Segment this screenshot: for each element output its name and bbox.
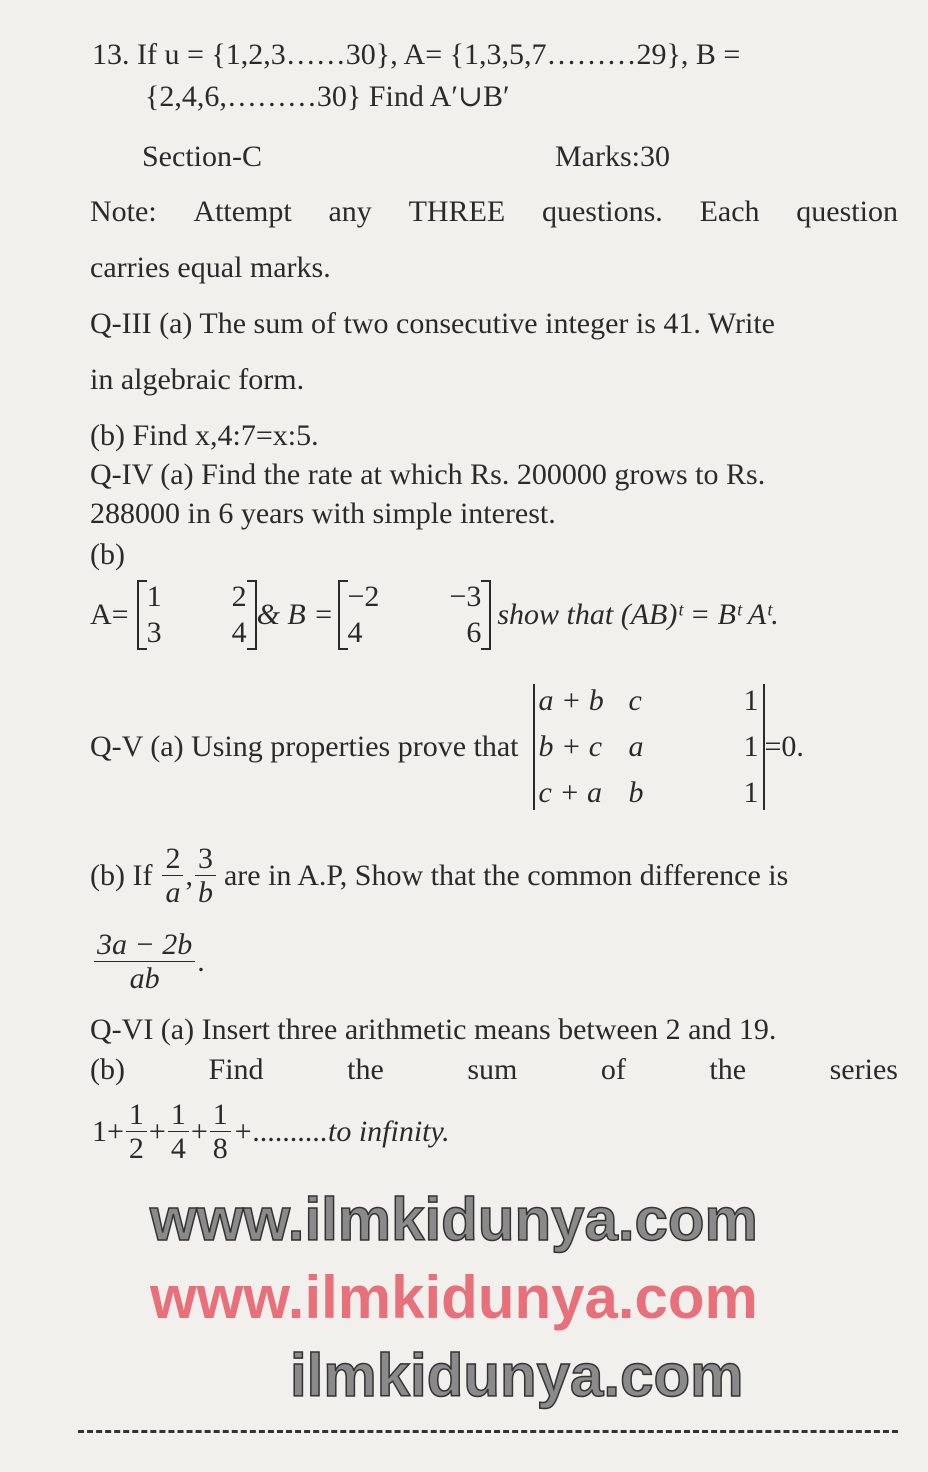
- q3a-line1: Q-III (a) The sum of two consecutive integer is 41. Write: [90, 307, 775, 340]
- word: question: [796, 195, 898, 228]
- word: Attempt: [193, 195, 292, 228]
- q5a-text: Q-V (a) Using properties prove that: [90, 730, 519, 763]
- word: questions.: [541, 195, 663, 228]
- fraction: $\frac{1}{4}$: [168, 1098, 189, 1165]
- q13-line1: 13. If u = {1,2,3……30}, A= {1,3,5,7………29}, B =: [92, 38, 741, 71]
- fraction: $\frac{1}{2}$: [126, 1098, 147, 1165]
- word: THREE: [408, 195, 506, 228]
- fraction: $\frac{1}{8}$: [210, 1098, 231, 1165]
- section-marks: Marks:30: [555, 140, 670, 173]
- q5a: [90, 684, 804, 810]
- note-line2: carries equal marks.: [90, 251, 331, 284]
- q4a-line1: Q-IV (a) Find the rate at which Rs. 200000 grows to Rs.: [90, 458, 766, 491]
- series: 1+ $\frac{1}{2}$ + $\frac{1}{4}$ + $\frac{1}{8}$ +..........to infinity.: [92, 1098, 450, 1165]
- comma: ,: [185, 858, 193, 892]
- q6b-line: (b) Find the sum of the series: [90, 1053, 898, 1086]
- note-line1: [90, 197, 898, 227]
- matrix-b-label: & B =: [256, 598, 334, 631]
- fraction: $\frac{3}{b}$: [195, 842, 216, 909]
- period: .: [197, 944, 205, 978]
- q4a-line2: 288000 in 6 years with simple interest.: [90, 497, 556, 530]
- q13-line2: {2,4,6,………30} Find A′∪B′: [145, 80, 510, 113]
- word: Note:: [90, 195, 157, 228]
- q6a: Q-VI (a) Insert three arithmetic means between 2 and 19.: [90, 1013, 777, 1046]
- watermark-bottom: ilmkidunya.com: [290, 1342, 744, 1409]
- q5b-answer: [92, 928, 205, 995]
- q3a-line2: in algebraic form.: [90, 363, 305, 396]
- q3b: (b) Find x,4:7=x:5.: [90, 419, 319, 452]
- watermark-top: www.ilmkidunya.com: [150, 1186, 758, 1253]
- q4b-matrices: [90, 580, 779, 650]
- show-statement: show that (AB)ᵗ = Bᵗ Aᵗ.: [497, 598, 779, 631]
- matrix-a-label: A=: [90, 598, 129, 631]
- fraction: $\frac{3a - 2b}{ab}$: [94, 928, 195, 995]
- section-title: Section-C: [142, 140, 262, 173]
- dashed-divider: [78, 1430, 898, 1433]
- q5a-end: =0.: [764, 730, 804, 763]
- matrix-b: −2 −3 4 6: [338, 580, 492, 650]
- q4b-label: (b): [90, 538, 125, 571]
- word: any: [328, 195, 372, 228]
- q5b-text: are in A.P, Show that the common difference is: [223, 858, 789, 892]
- word: Each: [699, 195, 760, 228]
- watermark-middle: www.ilmkidunya.com: [150, 1264, 758, 1331]
- q5b: [90, 842, 788, 909]
- matrix-a: 1 2 3 4: [137, 580, 257, 650]
- q5b-prefix: (b) If: [90, 858, 153, 892]
- fraction: $\frac{2}{a}$: [162, 842, 183, 909]
- determinant: a + b c 1 b + c a 1 c + a b 1: [533, 684, 765, 810]
